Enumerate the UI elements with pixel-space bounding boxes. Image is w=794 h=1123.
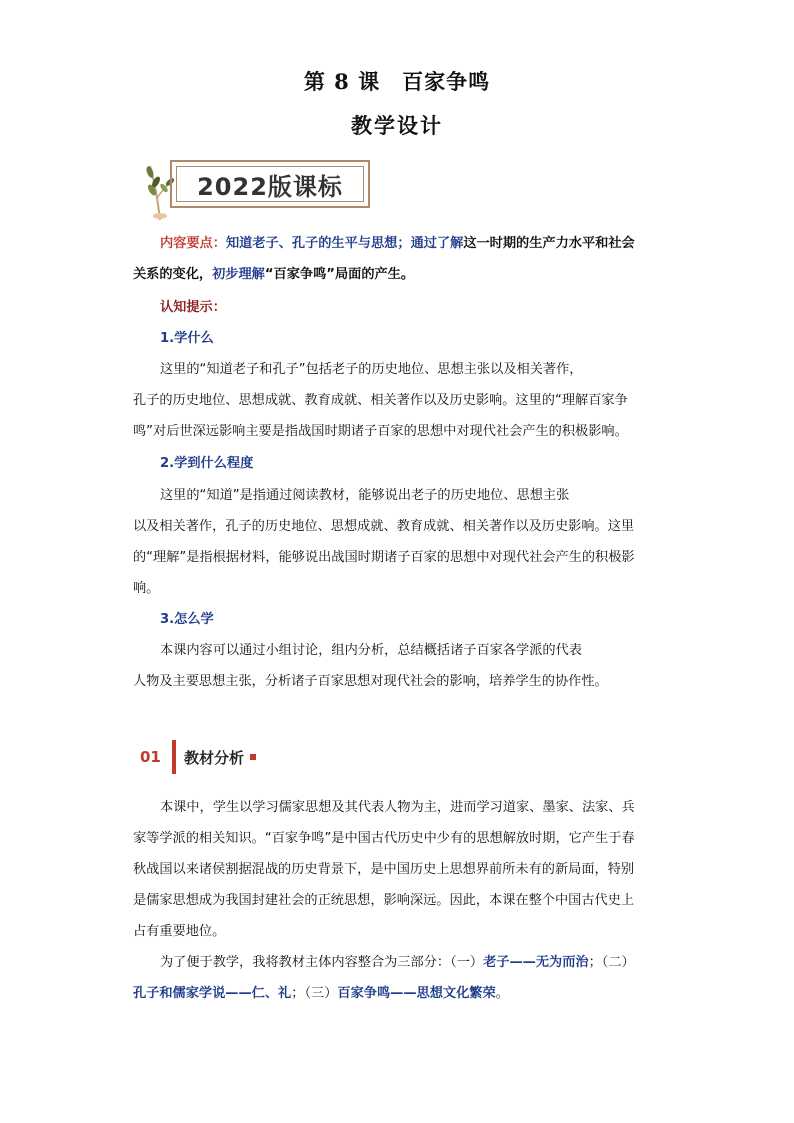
analysis-p2-sep1: ；（二） [588,955,635,970]
content-point-3: 这一时期的生产力水平和社会 [463,236,635,251]
section-title: 教材分析 [184,748,245,767]
q1-line2: 孔子的历史地位、思想成就、教育成就、相关著作以及历史影响。这里的“理解百家争 [133,393,628,408]
analysis-p2-end: 。 [495,986,509,1001]
q1-heading: 1.学什么 [160,331,214,346]
square-icon [250,754,256,760]
analysis-p1-line3: 秋战国以来诸侯割据混战的历史背景下，是中国历史上思想界前所未有的新局面，特别 [133,862,635,877]
badge-frame [170,160,370,208]
lesson-number: 第 8 课 [303,69,381,94]
q1-line3: 鸣”对后世深远影响主要是指战国时期诸子百家的思想中对现代社会产生的积极影响。 [133,424,628,439]
analysis-p2-line1 [160,951,635,970]
analysis-p2-line2 [133,982,509,1001]
analysis-p1-line1: 本课中，学生以学习儒家思想及其代表人物为主，进而学习道家、墨家、法家、兵 [160,800,635,815]
q3-line1: 本课内容可以通过小组讨论，组内分析，总结概括诸子百家各学派的代表 [160,643,582,658]
content-point-2: 通过了解 [410,236,464,251]
analysis-p1-line4: 是儒家思想成为我国封建社会的正统思想，影响深远。因此，本课在整个中国古代史上 [133,893,635,908]
q1-line1: 这里的“知道老子和孔子”包括老子的历史地位、思想主张以及相关著作， [160,362,583,377]
analysis-p1-line5: 占有重要地位。 [133,924,226,939]
q2-line4: 响。 [133,581,160,596]
lesson-topic: 百家争鸣 [402,69,491,94]
page-subtitle: 教学设计 [351,113,443,138]
content-points-line2 [133,263,414,282]
q3-line2: 人物及主要思想主张，分析诸子百家思想对现代社会的影响，培养学生的协作性。 [133,674,608,689]
content-points-label: 内容要点： [160,236,226,251]
part1-laozi: 老子——无为而治 [483,955,589,970]
curriculum-badge [140,158,370,222]
part3-hundred-schools: 百家争鸣——思想文化繁荣 [337,986,496,1001]
q2-line2: 以及相关著作，孔子的历史地位、思想成就、教育成就、相关著作以及历史影响。这里 [133,519,635,534]
analysis-p1-line2: 家等学派的相关知识。“百家争鸣”是中国古代历史中少有的思想解放时期，它产生于春 [133,831,635,846]
section-header-textbook-analysis [140,740,256,774]
content-point-6: “百家争鸣”局面的产生。 [264,267,415,282]
analysis-p2-intro: 为了便于教学，我将教材主体内容整合为三部分：（一） [160,955,484,970]
q3-heading: 3.怎么学 [160,612,214,627]
content-point-4: 关系的变化， [133,267,213,282]
content-points-line1 [160,232,635,251]
cognition-label: 认知提示： [160,300,226,315]
badge-label: 2022版课标 [197,172,343,201]
part2-confucius: 孔子和儒家学说——仁、礼 [133,986,292,1001]
analysis-p2-sep2: ；（三） [291,986,338,1001]
q2-line1: 这里的“知道”是指通过阅读教材，能够说出老子的历史地位、思想主张 [160,488,570,503]
q2-heading: 2.学到什么程度 [160,456,254,471]
q2-line3: 的“理解”是指根据材料，能够说出战国时期诸子百家的思想中对现代社会产生的积极影 [133,550,635,565]
lesson-title [0,66,794,96]
section-divider-bar [172,740,176,774]
section-number: 01 [140,748,161,766]
content-point-5: 初步理解 [212,267,265,282]
content-point-1: 知道老子、孔子的生平与思想； [225,236,411,251]
